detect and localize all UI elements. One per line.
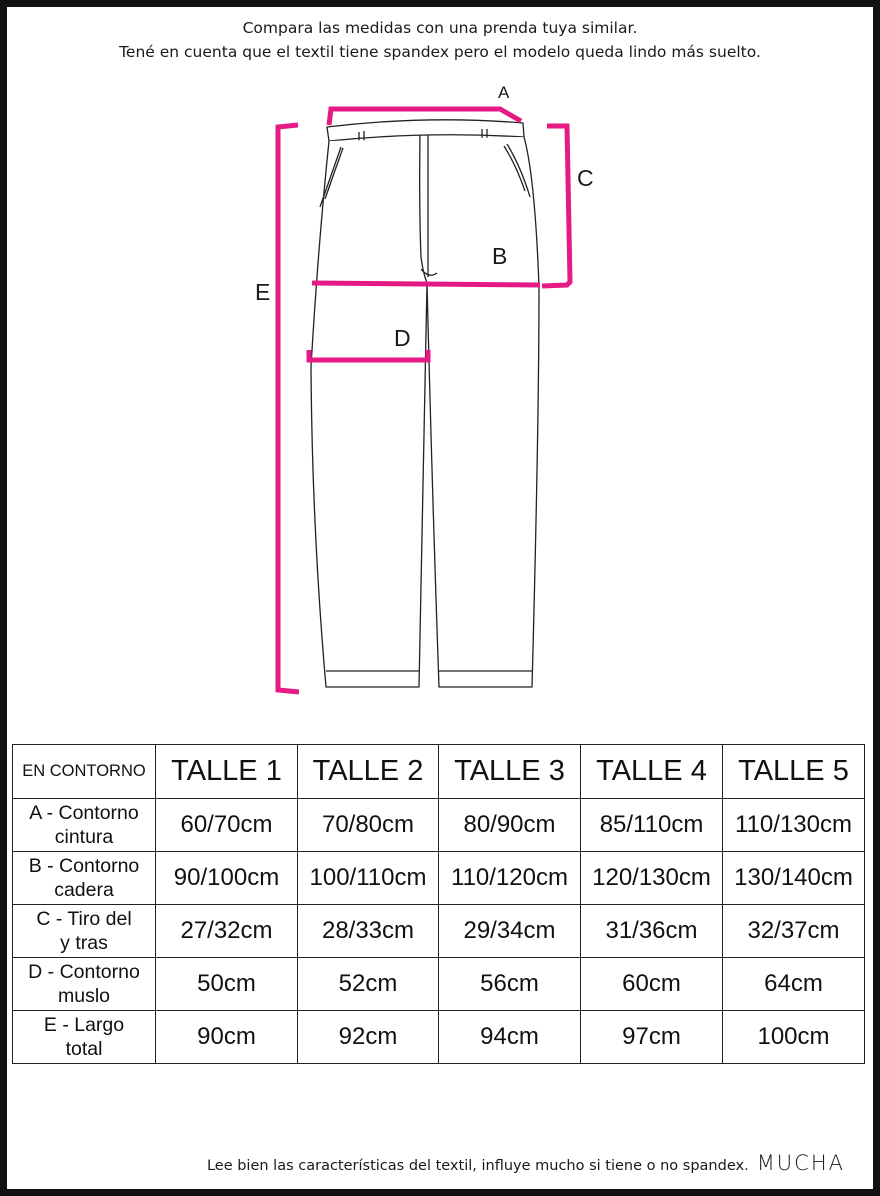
table-row [13,958,865,1011]
table-cell: 52cm [298,958,439,1011]
table-cell: 29/34cm [439,905,581,958]
size-table [12,744,865,1064]
label-d: D [394,325,411,351]
table-cell: 85/110cm [581,799,723,852]
table-row [13,852,865,905]
pants-outline [311,120,539,687]
footer [207,1151,845,1175]
row-label [13,799,156,852]
table-cell: 28/33cm [298,905,439,958]
table-cell: 130/140cm [723,852,865,905]
table-row [13,799,865,852]
table-cell: 56cm [439,958,581,1011]
row-label-line: muslo [57,985,111,1007]
table-cell: 90/100cm [156,852,298,905]
table-cell: 100/110cm [298,852,439,905]
corner-cell: EN CONTORNO [13,745,156,799]
header-talle-2: TALLE 2 [298,745,439,799]
header-talle-4: TALLE 4 [581,745,723,799]
row-label-line: D - Contorno [28,961,140,983]
measure-line-c [542,126,570,286]
table-cell: 92cm [298,1011,439,1064]
label-c: C [577,165,594,191]
table-cell: 31/36cm [581,905,723,958]
label-b: B [492,243,508,269]
brand-logo: MUCHA [756,1151,845,1175]
table-cell: 32/37cm [723,905,865,958]
header-talle-1: TALLE 1 [156,745,298,799]
table-cell: 27/32cm [156,905,298,958]
table-header-row [13,745,865,799]
table-cell: 110/130cm [723,799,865,852]
header-talle-3: TALLE 3 [439,745,581,799]
row-label [13,958,156,1011]
row-label-line: A - Contorno [29,802,139,824]
table-cell: 97cm [581,1011,723,1064]
row-label-line: C - Tiro del [36,908,132,930]
table-cell: 70/80cm [298,799,439,852]
footer-note: Lee bien las características del textil, influye mucho si tiene o no spandex. [206,1158,749,1174]
table-cell: 64cm [723,958,865,1011]
table-cell: 50cm [156,958,298,1011]
header-talle-5: TALLE 5 [723,745,865,799]
row-label-line: cadera [54,879,114,901]
row-label-line: E - Largo [43,1014,125,1036]
row-label-line: B - Contorno [28,855,140,877]
table-cell: 100cm [723,1011,865,1064]
intro-line-2: Tené en cuenta que el textil tiene spandex pero el modelo queda lindo más suelto. [119,43,761,61]
row-label-line: total [65,1038,103,1060]
label-a: A [498,83,510,102]
pants-diagram [7,7,873,727]
row-label [13,852,156,905]
intro-line-1: Compara las medidas con una prenda tuya similar. [242,19,638,37]
row-label-line: y tras [60,932,108,954]
row-label [13,905,156,958]
table-row [13,1011,865,1064]
table-cell: 110/120cm [439,852,581,905]
row-label-line: cintura [54,826,114,848]
measure-line-b [312,283,540,285]
measure-line-e [278,125,299,692]
table-cell: 80/90cm [439,799,581,852]
row-label [13,1011,156,1064]
table-cell: 60/70cm [156,799,298,852]
table-row [13,905,865,958]
table-cell: 60cm [581,958,723,1011]
table-cell: 120/130cm [581,852,723,905]
label-e: E [255,279,271,305]
table-cell: 94cm [439,1011,581,1064]
table-cell: 90cm [156,1011,298,1064]
